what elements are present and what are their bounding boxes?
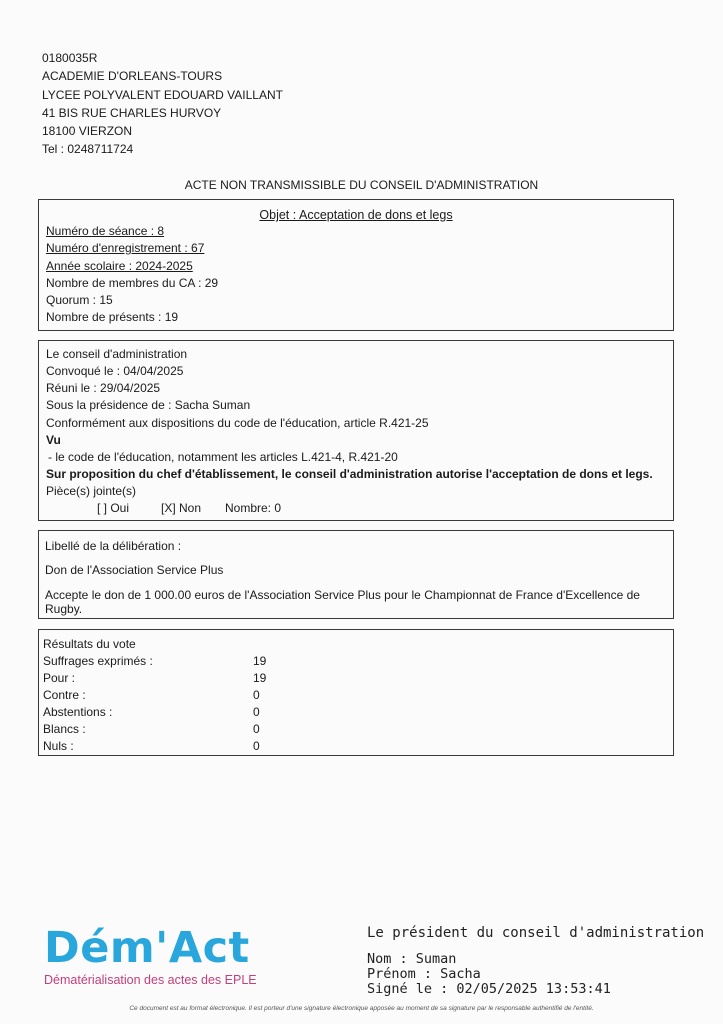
convocation-date: Convoqué le : 04/04/2025 — [46, 364, 184, 378]
libelle-heading: Libellé de la délibération : — [45, 539, 182, 553]
accepte-text-2: Rugby. — [45, 602, 83, 616]
seance-number: Numéro de séance : 8 — [46, 224, 165, 238]
school-code: 0180035R — [42, 51, 98, 65]
deliberation-context-box — [38, 340, 674, 521]
school-year: Année scolaire : 2024-2025 — [46, 259, 193, 273]
vote-label: Nuls : — [43, 739, 74, 753]
signer-last-name: Nom : Suman — [367, 951, 457, 967]
demact-logo — [44, 924, 257, 987]
vote-value: 19 — [253, 671, 267, 685]
signature-date: Signé le : 02/05/2025 13:53:41 — [367, 981, 611, 997]
school-header — [42, 49, 283, 159]
attachments-no: [X] Non — [161, 501, 202, 515]
vote-label: Abstentions : — [43, 705, 113, 719]
vote-label: Pour : — [43, 671, 76, 685]
attachments-count: Nombre: 0 — [225, 501, 282, 515]
presidency: Sous la présidence de : Sacha Suman — [46, 398, 251, 412]
quorum: Quorum : 15 — [46, 293, 113, 307]
vote-value: 0 — [253, 722, 260, 736]
logo-wordmark: Dém'Act — [44, 923, 250, 973]
vote-label: Suffrages exprimés : — [43, 654, 153, 668]
present-count: Nombre de présents : 19 — [46, 310, 179, 324]
vote-heading: Résultats du vote — [43, 637, 136, 651]
deliberation-label-box — [38, 530, 674, 619]
objet-heading: Objet : Acceptation de dons et legs — [259, 208, 453, 222]
vote-value: 0 — [253, 688, 260, 702]
school-name: LYCEE POLYVALENT EDOUARD VAILLANT — [42, 87, 283, 102]
conseil-label: Le conseil d'administration — [46, 347, 188, 361]
school-city: 18100 VIERZON — [42, 124, 133, 139]
vote-value: 19 — [253, 654, 267, 668]
vu-item: - le code de l'éducation, notamment les articles L.421-4, R.421-20 — [48, 450, 398, 464]
attachments-yes: [ ] Oui — [97, 501, 130, 515]
vote-label: Blancs : — [43, 722, 86, 736]
document-title: ACTE NON TRANSMISSIBLE DU CONSEIL D'ADMINISTRATION — [184, 178, 539, 192]
proposition-text: Sur proposition du chef d'établissement, le conseil d'administration autorise l'acceptation de dons et legs. — [46, 467, 653, 481]
electronic-signature-note: Ce document est au format électronique. Il est porteur d'une signature électronique apposée au moment de sa signature par le responsable authentifié de l'entité. — [129, 1005, 594, 1012]
vote-label: Contre : — [43, 688, 86, 702]
don-title: Don de l'Association Service Plus — [45, 563, 224, 577]
attachments-label: Pièce(s) jointe(s) — [46, 484, 137, 498]
legal-basis: Conformément aux dispositions du code de l'éducation, article R.421-25 — [46, 416, 429, 430]
meeting-date: Réuni le : 29/04/2025 — [46, 381, 161, 395]
signature-title: Le président du conseil d'administration — [367, 925, 705, 941]
academy-name: ACADEMIE D'ORLEANS-TOURS — [42, 69, 223, 84]
vote-value: 0 — [253, 705, 260, 719]
vote-results-box — [38, 629, 674, 756]
session-info-box — [38, 199, 674, 331]
vote-value: 0 — [253, 739, 260, 753]
signer-first-name: Prénom : Sacha — [367, 966, 481, 982]
logo-tagline: Dématérialisation des actes des EPLE — [44, 973, 257, 987]
school-street: 41 BIS RUE CHARLES HURVOY — [42, 105, 222, 120]
members-count: Nombre de membres du CA : 29 — [46, 276, 219, 290]
accepte-text-1: Accepte le don de 1 000.00 euros de l'Association Service Plus pour le Championnat de France d'Excellence de — [45, 588, 640, 602]
registration-number: Numéro d'enregistrement : 67 — [46, 241, 205, 255]
school-phone: Tel : 0248711724 — [42, 142, 134, 157]
vu-heading: Vu — [46, 433, 61, 447]
